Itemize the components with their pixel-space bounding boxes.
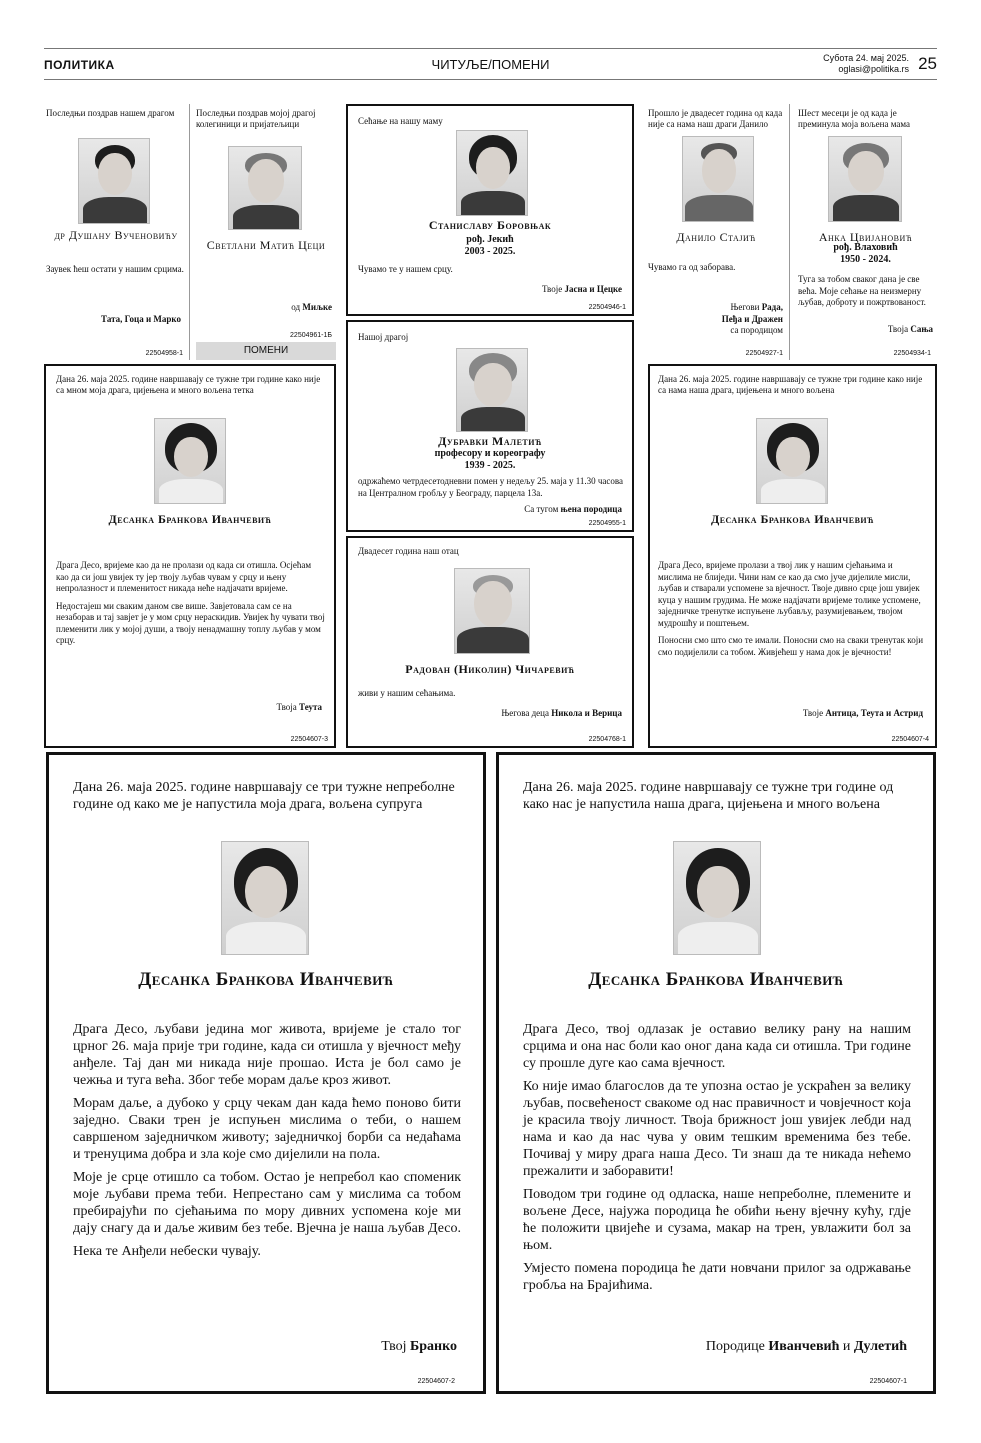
portrait-photo xyxy=(456,130,528,216)
paragraph: Нека те Анђели небески чувају. xyxy=(73,1244,261,1259)
notice-intro: Дана 26. маја 2025. године навршавају се тужне три године како није са мном моја драга, цијењена и много вољена тетка xyxy=(56,374,321,395)
maiden-name: рођ. Јекић xyxy=(466,234,514,245)
contact-email[interactable]: oglasi@politika.rs xyxy=(838,64,909,74)
notice-danilo xyxy=(646,104,790,360)
notice-signature xyxy=(101,314,181,324)
notice-signature xyxy=(501,708,622,718)
paragraph: Драга Десо, вријеме као да не пролази од када си отишла. Осјећам као да си још увијек ту јер твоју љубав чувам у срцу и њену непролазност и племенитост никада неће надјачати вријеме. xyxy=(56,560,312,593)
notice-desanka-family xyxy=(496,752,936,1394)
page-number: 25 xyxy=(918,54,937,73)
ad-code: 22504607-1 xyxy=(869,1378,907,1385)
notice-signature xyxy=(381,1339,457,1355)
portrait-photo xyxy=(454,568,530,654)
signature-suffix: са породицом xyxy=(730,325,783,335)
deceased-name: др Душану Вученовићу xyxy=(54,228,178,242)
issue-date: Субота 24. мај 2025. xyxy=(823,53,909,63)
paragraph: Умјесто помена породица ће дати новчани прилог за одржавање гробља на Брајићима. xyxy=(523,1261,911,1293)
portrait-photo xyxy=(828,136,902,222)
ad-code: 22504934-1 xyxy=(893,350,931,357)
signature-names: Пеђа и Дражен xyxy=(721,313,783,324)
notice-text: Туга за тобом сваког дана је све већа. Моје сећање на неизмерну љубав, доброту и пожртвованост. xyxy=(798,274,926,307)
notice-stanislava xyxy=(346,104,634,316)
portrait-photo xyxy=(682,136,754,222)
notice-signature xyxy=(706,1339,907,1355)
notice-text: Заувек ћеш остати у нашим срцима. xyxy=(46,264,184,274)
portrait-photo xyxy=(228,146,302,230)
deceased-name: Данило Стајић xyxy=(676,230,756,244)
portrait-photo xyxy=(756,418,828,504)
signature-names: Рада, xyxy=(761,302,783,312)
page-header xyxy=(44,48,937,80)
notice-anka xyxy=(794,104,937,360)
notice-signature xyxy=(722,302,783,337)
notice-body xyxy=(73,1021,461,1266)
signature-names: Тата, Гоца и Марко xyxy=(101,314,181,324)
ad-code: 22504607-2 xyxy=(417,1378,455,1385)
notice-intro: Дана 26. маја 2025. године навршавају се тужне три године од како нас је напустила наша драга, цијењена и много вољена xyxy=(523,780,894,812)
signature-conjunction: и xyxy=(842,1339,851,1354)
notice-text: Чувамо га од заборава. xyxy=(648,262,736,272)
signature-prefix: од xyxy=(291,302,301,312)
portrait-photo xyxy=(221,841,309,955)
notice-signature xyxy=(524,504,622,514)
signature-prefix: Твоје xyxy=(802,708,824,718)
ad-code: 22504961-1Б xyxy=(290,332,332,339)
notice-intro: Последњи поздрав нашем драгом xyxy=(46,108,175,118)
signature-prefix: Породице xyxy=(705,1339,765,1354)
notice-desanka-antica xyxy=(648,364,937,748)
ad-code: 22504946-1 xyxy=(588,304,626,311)
notice-intro: Последњи поздрав мојој драгој колегиници и пријатељици xyxy=(196,108,316,129)
paragraph: Ко није имао благослов да те упозна остао је ускраћен за велику љубав, посвећеност свакоме од нас правичност и човјечност која је красила твоју личност. Твоја брижност још увијек лебди над нама и као да нас чува у овим тешким временима без тебе. Почивај у миру драга наша Десо. Ти знаш да те никада нећемо прежалити и заборавити! xyxy=(523,1079,911,1179)
notice-dusan xyxy=(44,104,190,360)
notice-text: живи у нашим сећањима. xyxy=(358,688,456,698)
notice-signature xyxy=(291,302,332,312)
signature-names: Никола и Верица xyxy=(551,708,622,718)
notice-intro: Двадесет година наш отац xyxy=(358,546,459,556)
signature-prefix: Твоја xyxy=(887,324,909,334)
paragraph: Драга Десо, твој одлазак је оставио велику рану на нашим срцима и она нас боли као оног дана када си отишла. Три године су прошле дуге као сама вјечност. xyxy=(523,1022,911,1071)
notice-text: Чувамо те у нашем срцу. xyxy=(358,264,453,274)
ad-code: 22504955-1 xyxy=(588,520,626,527)
notice-dubravka xyxy=(346,320,634,532)
signature-names: Иванчевић xyxy=(768,1339,840,1354)
notice-signature xyxy=(803,708,923,718)
signature-prefix: Са тугом xyxy=(524,504,559,514)
ad-code: 22504958-1 xyxy=(145,350,183,357)
ad-code: 22504607-4 xyxy=(891,736,929,743)
notice-intro: Дана 26. маја 2025. године навршавају се тужне три године како није са нама наша драга, цијењена и много вољена xyxy=(658,374,923,395)
paragraph: Драга Десо, љубави једина мог живота, вријеме је стало тог црног 26. маја прије три године, када си отишла у вјечност међу анђеле. Тај дан ми никада није прошао. Иста је бол само је чежња и туга већа. Због тебе морам даље кроз живот. xyxy=(73,1022,461,1088)
portrait-photo xyxy=(673,841,761,955)
life-years: 1950 - 2024. xyxy=(840,254,891,265)
signature-names: Теута xyxy=(299,702,322,712)
issue-info xyxy=(823,53,909,75)
notice-radovan xyxy=(346,536,634,748)
profession: професору и кореографу xyxy=(434,448,546,459)
signature-prefix: Његови xyxy=(730,302,760,312)
life-years: 1939 - 2025. xyxy=(464,460,516,471)
deceased-name: Десанка Бранкова Иванчевић xyxy=(108,512,272,526)
signature-names: Дулетић xyxy=(853,1339,907,1354)
deceased-name: Десанка Бранкова Иванчевић xyxy=(588,969,844,990)
notice-intro: Шест месеци је од када је преминула моја вољена мама xyxy=(798,108,910,129)
deceased-name: Десанка Бранкова Иванчевић xyxy=(138,969,394,990)
paragraph: Моје је срце отишло са тобом. Остао је непребол као споменик моје љубави према теби. Непрестано сам у мислима са тобом пребирајући по сјећањима по мору дивних успомена које ми дају снагу да и даље живим без тебе. Вјечна је наша љубав Десо. xyxy=(73,1170,461,1236)
deceased-name: Светлани Матић Цеци xyxy=(206,238,326,252)
maiden-name: рођ. Влаховић xyxy=(833,242,898,253)
deceased-name: Станиславу Боровњак xyxy=(428,218,552,232)
signature-names: Сања xyxy=(910,324,933,334)
portrait-photo xyxy=(78,138,150,224)
signature-prefix: Твоја xyxy=(276,702,297,712)
ad-code: 22504927-1 xyxy=(745,350,783,357)
signature-prefix: Твој xyxy=(381,1339,407,1354)
signature-names: Бранко xyxy=(410,1339,457,1354)
life-years: 2003 - 2025. xyxy=(464,246,516,257)
deceased-name: Дубравки Малетић xyxy=(438,434,542,448)
notice-body xyxy=(56,560,326,653)
signature-prefix: Твоје xyxy=(542,284,563,294)
section-title: ЧИТУЉЕ/ПОМЕНИ xyxy=(431,57,550,72)
notice-desanka-teuta xyxy=(44,364,336,748)
signature-names: Миљке xyxy=(302,302,332,312)
paragraph: Поводом три године од одласка, наше непреболне, племените и вољене Десе, најужа породица ће обићи њену вјечну кућу, гдје ће положити цвијеће и сузама, макар на трен, увлажити бол за њом. xyxy=(523,1187,911,1253)
notice-intro: Дана 26. маја 2025. године навршавају се три тужне непреболне године од како ме је напустила моја драга, вољена супруга xyxy=(73,780,455,812)
pomeni-label: ПОМЕНИ xyxy=(196,342,336,360)
signature-names: Јасна и Цецке xyxy=(564,284,622,294)
notice-intro: Нашој драгој xyxy=(358,332,409,342)
newspaper-logo: ПОЛИТИКА xyxy=(44,58,115,72)
notice-text: одржаћемо четрдесетодневни помен у недељу 25. маја у 11.30 часова на Централном гробљу у Београду, парцела 13а. xyxy=(358,476,624,498)
signature-names: њена породица xyxy=(560,504,622,514)
portrait-photo xyxy=(154,418,226,504)
deceased-name: Анка Цвијановић xyxy=(818,230,913,244)
notice-svetlana xyxy=(194,104,338,342)
notice-signature xyxy=(277,702,322,712)
paragraph: Поносни смо што смо те имали. Поносни смо на сваки тренутак који смо подијелили са тобом. Живјећеш у нама док је вјечности! xyxy=(658,635,924,657)
paragraph: Морам даље, а дубоко у срцу чекам дан када ћемо поново бити заједно. Сваки трен је испуњен мислима о теби, о нашем савршеном заједничком животу; заједничкој борби са недаћама и тренуцима добра и зла које смо дијелили на пола. xyxy=(73,1096,461,1162)
notice-signature xyxy=(542,284,622,294)
portrait-photo xyxy=(456,348,528,432)
notice-signature xyxy=(888,324,933,334)
deceased-name: Десанка Бранкова Иванчевић xyxy=(710,512,875,526)
signature-names: Антица, Теута и Астрид xyxy=(825,708,923,718)
signature-prefix: Његова деца xyxy=(501,708,549,718)
notice-intro: Прошло је двадесет година од када није са нама наш драги Данило xyxy=(648,108,783,129)
notice-body xyxy=(658,560,928,664)
notice-intro: Сећање на нашу маму xyxy=(358,116,443,126)
ad-code: 22504607-3 xyxy=(290,736,328,743)
paragraph: Недостајеш ми сваким даном све више. Завјетовала сам се на незаборав и тај завјет је у мом срцу нераскидив. Увијек ћу чувати твој племенити лик у мојој души, а твоју ненадмашну топлу љубав у мом срцу. xyxy=(56,600,325,645)
paragraph: Драга Десо, вријеме пролази а твој лик у нашим сјећањима и мислима не блиједи. Чини нам се као да смо јуче дијелиле мисли, љубав и стварали успомене за вјечност. Твоје дивно срце још увијек куца у нашим грудима. Не може надјачати вријеме толике успомене, заједничке тренутке испуњене љубављу, разумијевањем, твојом мудрошћу и поштењем. xyxy=(658,560,921,628)
notice-body xyxy=(523,1021,911,1300)
notice-desanka-branko xyxy=(46,752,486,1394)
ad-code: 22504768-1 xyxy=(588,736,626,743)
deceased-name: Радован (Николин) Чичаревић xyxy=(405,662,575,676)
